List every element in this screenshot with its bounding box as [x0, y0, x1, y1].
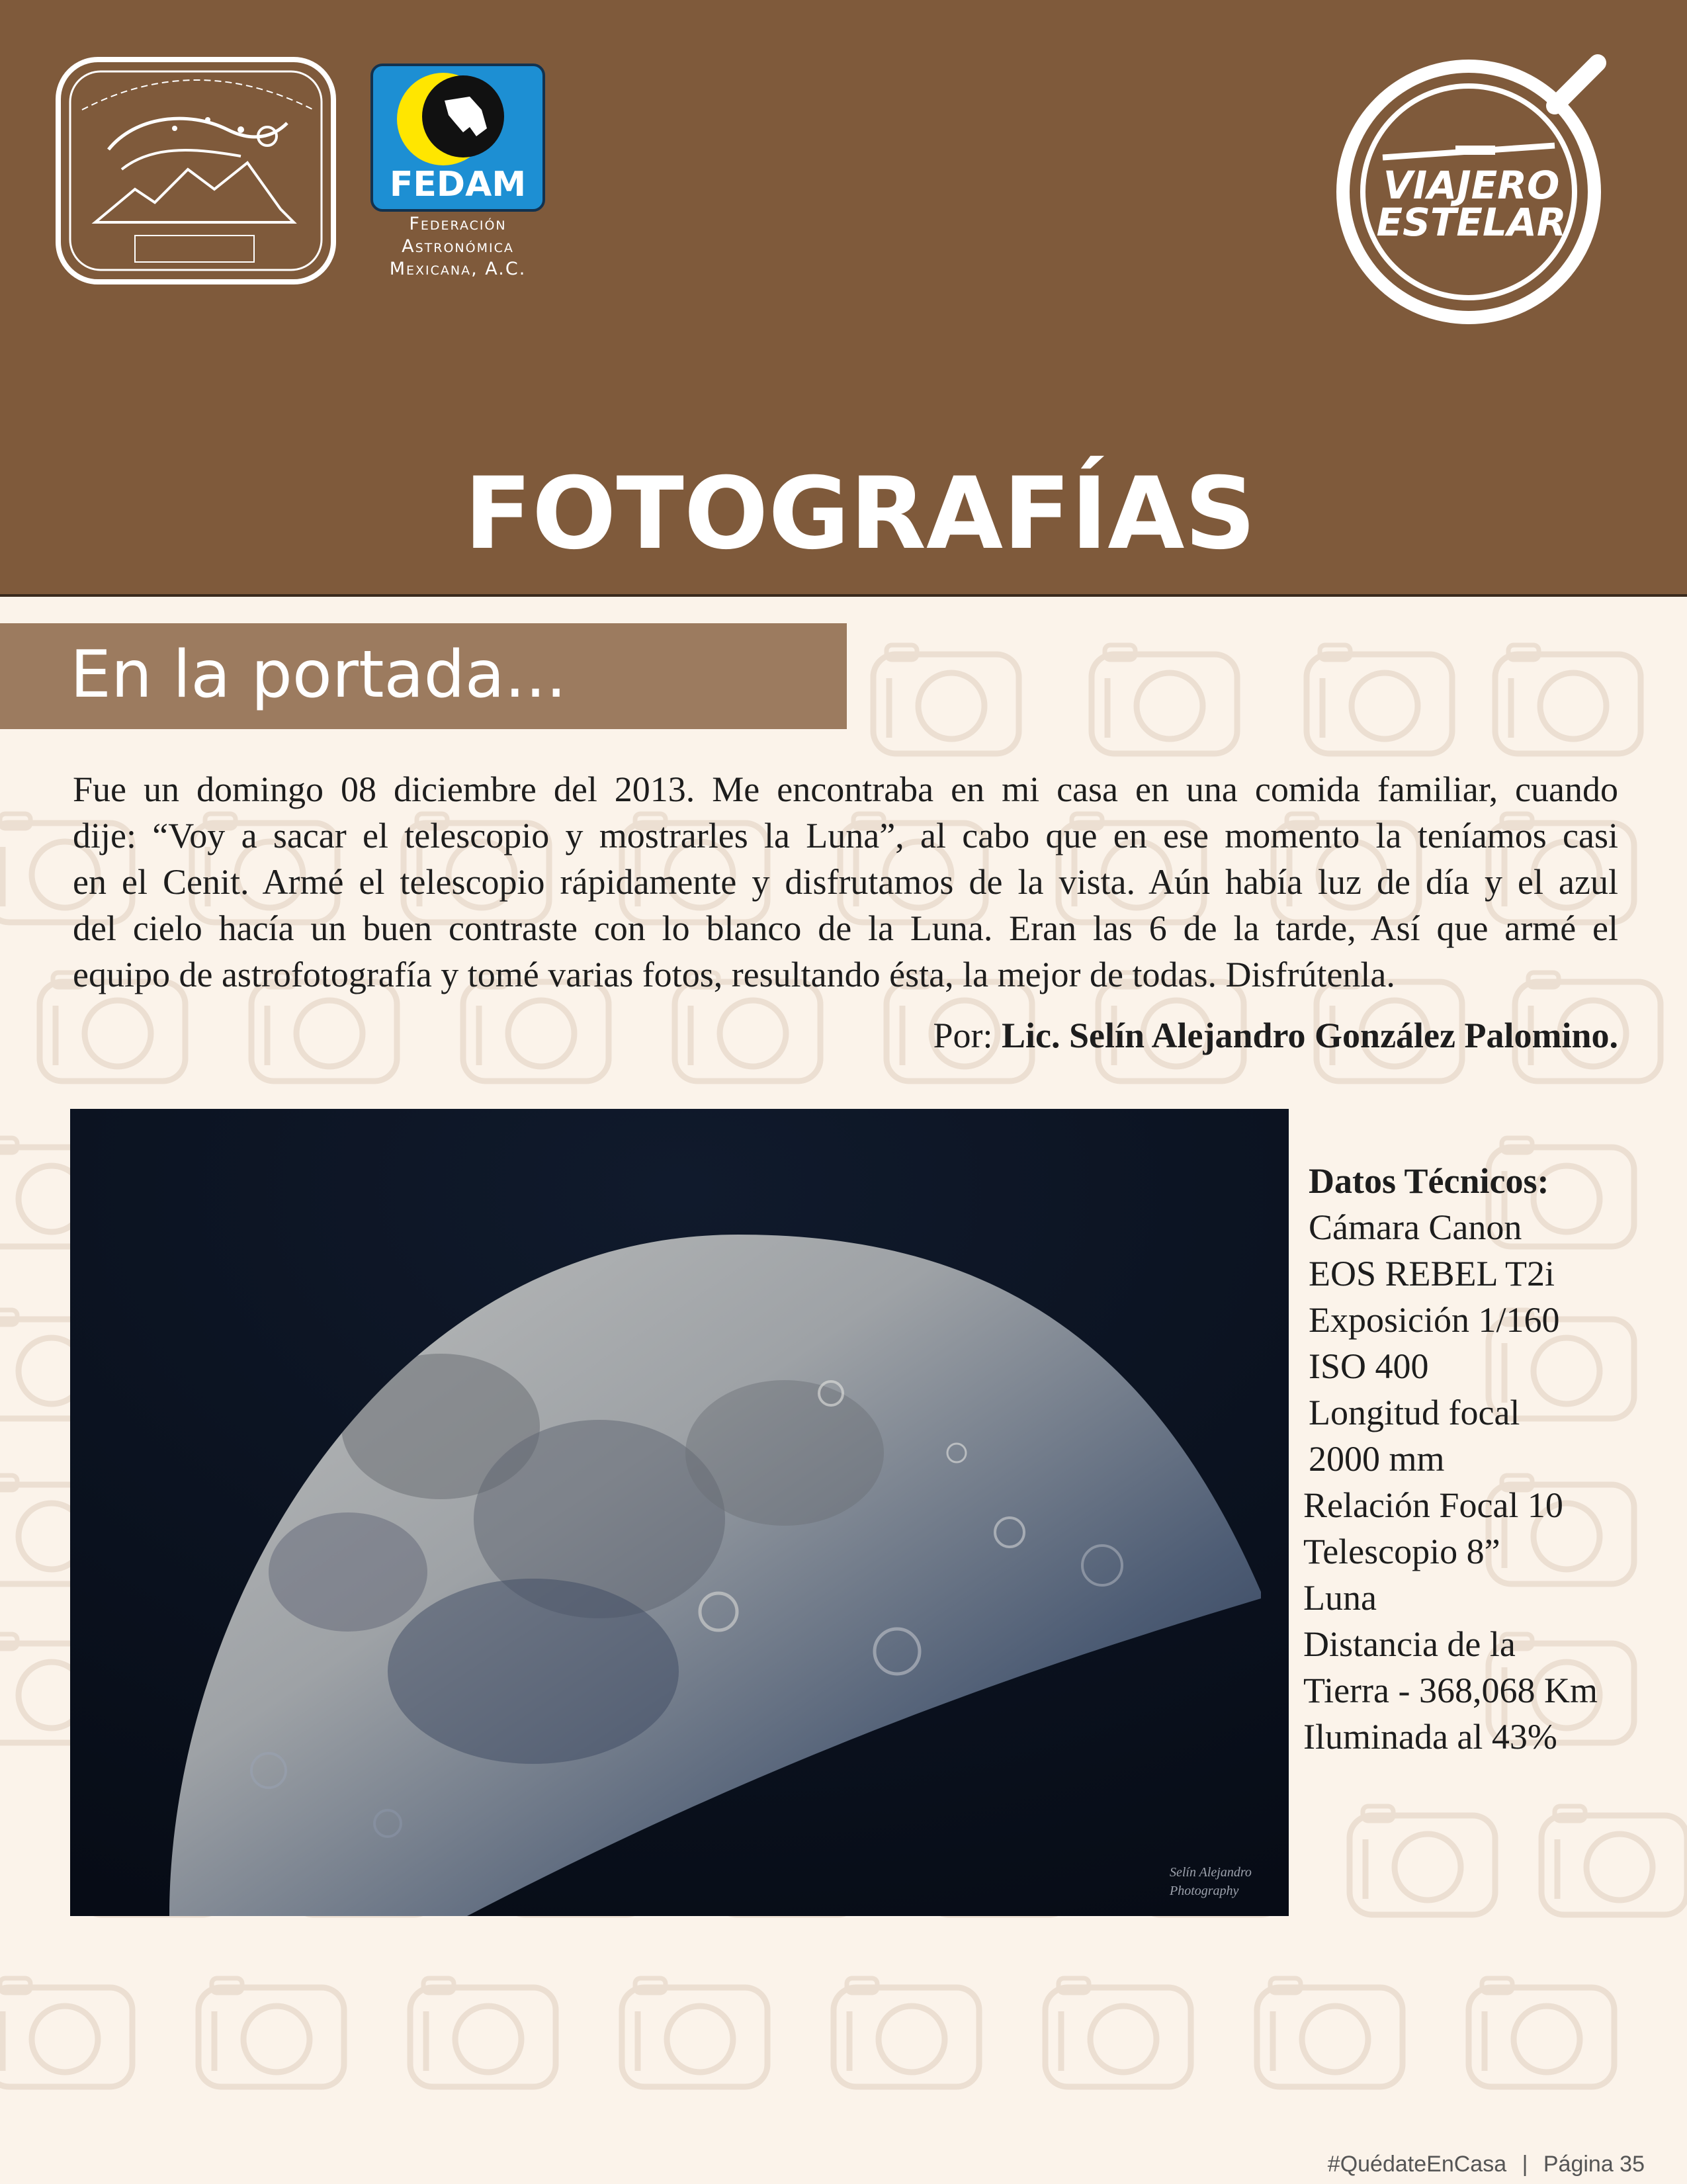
page-number: Página 35 — [1543, 2152, 1645, 2177]
technical-data-row: EOS REBEL T2i — [1309, 1254, 1555, 1293]
byline — [933, 1012, 1618, 1059]
section-heading: En la portada... — [70, 637, 567, 713]
technical-data-row: Telescopio 8” — [1303, 1532, 1500, 1571]
fedam-caption — [344, 213, 572, 281]
aavt-logo — [56, 57, 336, 284]
page-title: FOTOGRAFÍAS — [464, 457, 1256, 572]
technical-data-row: Distancia de la — [1303, 1624, 1516, 1664]
footer-hashtag: #QuédateEnCasa — [1327, 2152, 1507, 2177]
technical-data-heading: Datos Técnicos: — [1309, 1161, 1549, 1201]
technical-data-row: Cámara Canon — [1309, 1207, 1522, 1247]
article-body — [73, 766, 1618, 998]
fedam-logo — [370, 64, 545, 212]
fedam-caption-line: Astronómica — [402, 236, 514, 257]
moon-photo — [70, 1109, 1289, 1916]
technical-data-row: Longitud focal — [1309, 1393, 1520, 1432]
header-banner — [0, 0, 1687, 597]
technical-data-row: Luna — [1303, 1578, 1377, 1618]
footer-separator: | — [1522, 2152, 1528, 2177]
photo-credit-line: Selín Alejandro — [1170, 1865, 1252, 1880]
technical-data-row: 2000 mm — [1309, 1439, 1445, 1479]
byline-prefix: Por: — [933, 1016, 993, 1055]
technical-data — [1303, 1158, 1674, 1760]
technical-data-row: Iluminada al 43% — [1303, 1717, 1557, 1757]
svg-text:FEDAM: FEDAM — [389, 165, 527, 204]
moon-image — [70, 1109, 1289, 1916]
technical-data-row: Relación Focal 10 — [1303, 1485, 1563, 1525]
technical-data-row: ISO 400 — [1309, 1346, 1429, 1386]
svg-text:VIAJERO: VIAJERO — [1383, 163, 1560, 208]
article-line: dije: “Voy a sacar el telescopio y mostrarles la Luna”, al cabo que en ese momento la teníamos casi — [73, 816, 1618, 855]
photo-credit-line: Photography — [1170, 1884, 1239, 1898]
article-line: en el Cenit. Armé el telescopio rápidamente y disfrutamos de la vista. Aún había luz de día y el azul — [73, 862, 1618, 902]
technical-data-row: Tierra - 368,068 Km — [1303, 1671, 1598, 1710]
article-line: equipo de astrofotografía y tomé varias fotos, resultando ésta, la mejor de todas. Disfrútenla. — [73, 955, 1395, 994]
article-line: del cielo hacía un buen contraste con lo blanco de la Luna. Eran las 6 de la tarde, Así que armé el — [73, 908, 1618, 948]
svg-text:ESTELAR: ESTELAR — [1376, 200, 1567, 245]
byline-author: Lic. Selín Alejandro González Palomino. — [1001, 1016, 1618, 1055]
viajero-estelar-logo — [1330, 40, 1627, 337]
technical-data-row: Exposición 1/160 — [1309, 1300, 1560, 1340]
article-line: Fue un domingo 08 diciembre del 2013. Me encontraba en mi casa en una comida familiar, cuando — [73, 769, 1618, 809]
page-footer — [1328, 2152, 1645, 2177]
fedam-caption-line: Mexicana, A.C. — [389, 259, 527, 279]
photo-credit — [1170, 1863, 1269, 1900]
fedam-caption-line: Federación — [409, 214, 507, 234]
